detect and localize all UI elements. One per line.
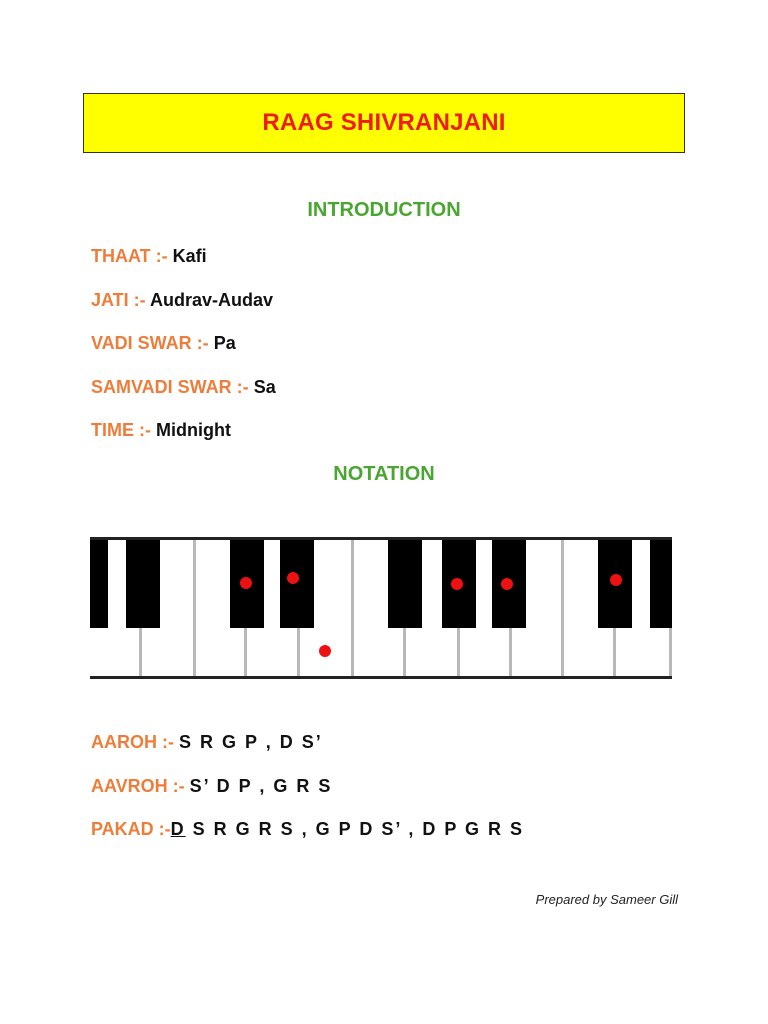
introduction-heading: INTRODUCTION xyxy=(307,199,461,221)
samvadi-value: Sa xyxy=(253,377,276,397)
swar-marker-dot xyxy=(287,572,299,584)
swar-marker-dot xyxy=(451,578,463,590)
time-label: TIME :- xyxy=(91,420,151,440)
jati-row xyxy=(91,290,273,311)
black-key xyxy=(388,540,422,628)
time-value: Midnight xyxy=(156,420,231,440)
pakad-row xyxy=(91,819,524,840)
samvadi-label: SAMVADI SWAR :- xyxy=(91,377,249,397)
thaat-value: Kafi xyxy=(172,246,207,266)
vadi-row xyxy=(91,333,236,354)
notation-heading: NOTATION xyxy=(333,463,435,485)
pakad-value: S R G R S , G P D S’ , D P G R S xyxy=(185,819,525,839)
time-row xyxy=(91,420,231,441)
jati-value: Audrav-Audav xyxy=(150,290,274,310)
title-banner xyxy=(83,93,685,153)
swar-marker-dot xyxy=(501,578,513,590)
thaat-row xyxy=(91,246,207,267)
thaat-label: THAAT :- xyxy=(91,246,168,266)
aaroh-row xyxy=(91,732,323,753)
pakad-lower-octave-note: D xyxy=(170,819,186,839)
black-key xyxy=(280,540,314,628)
black-key xyxy=(126,540,160,628)
black-key xyxy=(650,540,672,628)
aavroh-label: AAVROH :- xyxy=(91,776,185,796)
vadi-label: VADI SWAR :- xyxy=(91,333,209,353)
jati-label: JATI :- xyxy=(91,290,146,310)
samvadi-row xyxy=(91,377,276,398)
aaroh-value: S R G P , D S’ xyxy=(179,732,323,752)
page-title: RAAG SHIVRANJANI xyxy=(262,109,506,136)
author-credit: Prepared by Sameer Gill xyxy=(535,892,678,907)
piano-keyboard-diagram xyxy=(90,537,672,679)
swar-marker-dot xyxy=(610,574,622,586)
swar-marker-dot xyxy=(319,645,331,657)
pakad-label: PAKAD :- xyxy=(91,819,171,839)
aaroh-label: AAROH :- xyxy=(91,732,174,752)
black-key xyxy=(90,540,108,628)
vadi-value: Pa xyxy=(213,333,236,353)
swar-marker-dot xyxy=(240,577,252,589)
aavroh-value: S’ D P , G R S xyxy=(189,776,333,796)
aavroh-row xyxy=(91,776,332,797)
